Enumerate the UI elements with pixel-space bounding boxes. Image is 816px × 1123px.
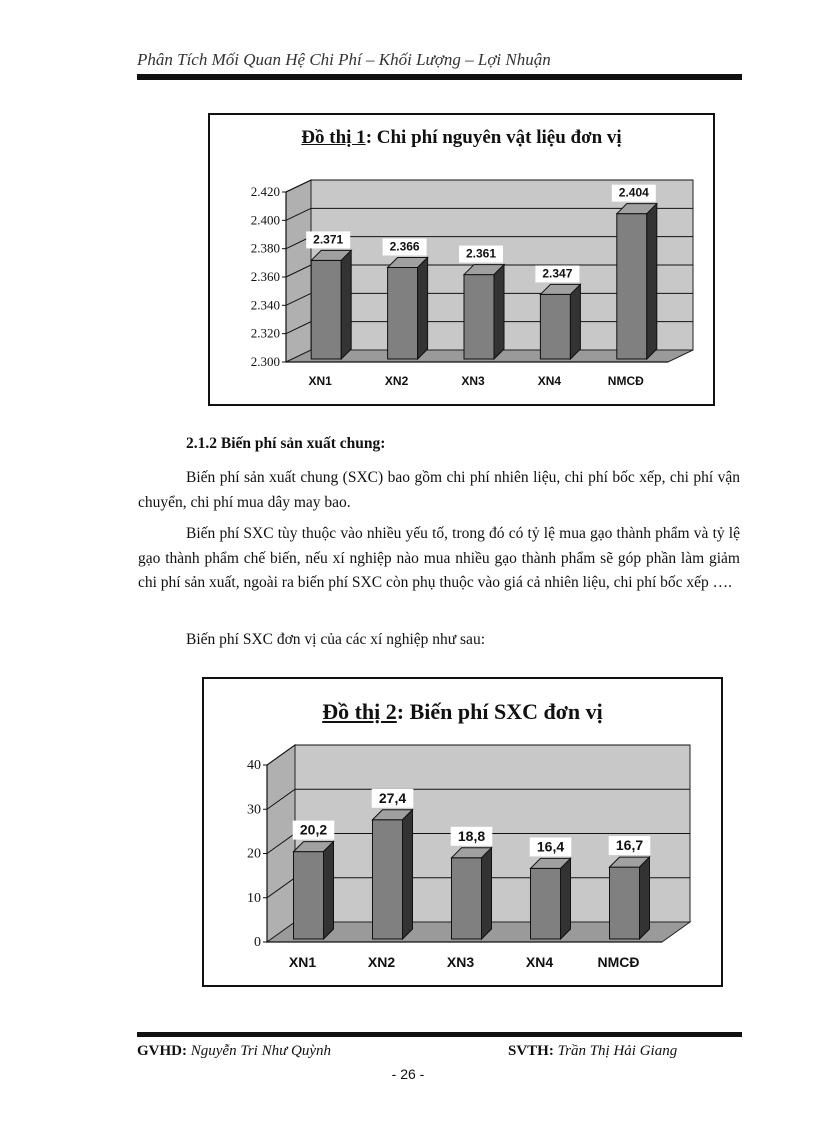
footer-svth-label: SVTH: bbox=[508, 1043, 554, 1059]
chart-2-category-label: NMCĐ bbox=[597, 954, 640, 970]
chart-1-ytick-label: 2.400 bbox=[250, 212, 280, 228]
chart-1-ytick-label: 2.420 bbox=[250, 184, 280, 199]
chart-1-ytick-label: 2.380 bbox=[250, 240, 280, 256]
chart-2-data-label: 27,4 bbox=[378, 789, 407, 806]
chart-1-bar-XN4 bbox=[540, 294, 570, 359]
chart-2-bar-XN1 bbox=[294, 852, 324, 939]
paragraph-1: Biến phí sản xuất chung (SXC) bao gồm chi phí nhiên liệu, chi phí bốc xếp, chi phí vận chuyển, chi phí mua dây may bao. bbox=[138, 469, 740, 511]
chart-2-bar-side bbox=[640, 857, 650, 939]
chart-2-category-label: XN1 bbox=[288, 954, 317, 970]
footer-svth-name: Trần Thị Hải Giang bbox=[557, 1043, 678, 1059]
chart-1-bar-side bbox=[341, 250, 351, 359]
chart-1-category-label: XN4 bbox=[537, 374, 562, 388]
paragraph-3: Biến phí SXC đơn vị của các xí nghiệp như sau: bbox=[186, 631, 485, 648]
chart-1-title-rest: : Chi phí nguyên vật liệu đơn vị bbox=[365, 127, 622, 148]
section-heading: 2.1.2 Biến phí sản xuất chung: bbox=[186, 435, 386, 452]
chart-2-data-label: 16,7 bbox=[615, 837, 644, 854]
chart-1-data-label: 2.366 bbox=[389, 239, 420, 254]
chart-1-bar-side bbox=[418, 258, 428, 360]
chart-2-bar-XN2 bbox=[373, 820, 403, 939]
chart-1-category-label: XN2 bbox=[384, 374, 409, 388]
chart-2-ytick-label: 10 bbox=[247, 890, 261, 906]
chart-1-category-label: NMCĐ bbox=[607, 374, 644, 388]
chart-2-bar-NMCĐ bbox=[610, 867, 640, 939]
chart-2-ytick-label: 20 bbox=[247, 846, 261, 862]
chart-2-ytick-label: 30 bbox=[247, 802, 261, 818]
header-rule bbox=[137, 74, 742, 80]
chart-1-bar-NMCĐ bbox=[617, 214, 647, 359]
chart-2-frame bbox=[202, 677, 723, 987]
footer-supervisor bbox=[137, 1043, 331, 1060]
chart-1-category-label: XN3 bbox=[461, 374, 485, 388]
chart-1-frame bbox=[208, 113, 715, 406]
chart-1-bar-XN1 bbox=[311, 260, 341, 359]
chart-2-category-label: XN3 bbox=[446, 954, 475, 970]
chart-1-ytick-label: 2.340 bbox=[250, 297, 280, 313]
footer-student bbox=[508, 1043, 677, 1060]
chart-1-bar-side bbox=[494, 265, 504, 359]
chart-1-ytick-label: 2.300 bbox=[250, 354, 280, 369]
chart-2-ytick-label: 40 bbox=[247, 758, 261, 773]
chart-1-data-label: 2.361 bbox=[465, 246, 497, 261]
chart-2-bar-side bbox=[561, 858, 571, 939]
chart-2-title-rest: : Biến phí SXC đơn vị bbox=[396, 699, 603, 724]
chart-2-data-label: 18,8 bbox=[457, 827, 486, 844]
chart-1-bar-XN3 bbox=[464, 275, 494, 359]
chart-1-category-label: XN1 bbox=[308, 374, 332, 388]
chart-2-plot bbox=[204, 679, 721, 985]
chart-2-category-label: XN2 bbox=[367, 954, 396, 970]
chart-1-bar-side bbox=[647, 204, 657, 359]
chart-2-bar-XN3 bbox=[452, 858, 482, 939]
chart-1-bar-XN2 bbox=[388, 268, 418, 360]
chart-2-bar-side bbox=[482, 848, 492, 939]
chart-1-title-prefix: Đồ thị 1 bbox=[301, 127, 366, 148]
chart-2-title-prefix: Đồ thị 2 bbox=[322, 699, 397, 724]
chart-2-data-label: 20,2 bbox=[299, 821, 328, 838]
page-number: - 26 - bbox=[391, 1066, 425, 1082]
paragraph-2: Biến phí SXC tùy thuộc vào nhiều yếu tố, trong đó có tỷ lệ mua gạo thành phẩm và tỷ lệ gạo thành phẩm chế biến, nếu xí nghiệp nào mua nhiều gạo thành phẩm sẽ góp phần làm giảm chi phí sản xuất, ngoài ra biến phí SXC còn phụ thuộc vào giá cả nhiên liệu, chi phí bốc xếp …. bbox=[138, 525, 740, 591]
chart-1-ytick-label: 2.360 bbox=[250, 269, 280, 284]
chart-1-data-label: 2.347 bbox=[542, 266, 573, 281]
chart-1-data-label: 2.371 bbox=[313, 232, 344, 247]
chart-2-bar-side bbox=[324, 842, 334, 939]
footer-gvhd-name: Nguyễn Tri Như Quỳnh bbox=[190, 1043, 332, 1059]
chart-2-ytick-label: 0 bbox=[254, 935, 261, 950]
page-header-title: Phân Tích Mối Quan Hệ Chi Phí – Khối Lượng – Lợi Nhuận bbox=[137, 50, 551, 69]
chart-1-plot bbox=[210, 115, 713, 404]
chart-2-bar-side bbox=[403, 810, 413, 939]
chart-2-data-label: 16,4 bbox=[536, 838, 565, 855]
chart-1-bar-side bbox=[570, 284, 580, 359]
footer-rule bbox=[137, 1032, 742, 1037]
chart-2-bar-XN4 bbox=[531, 868, 561, 939]
chart-1-ytick-label: 2.320 bbox=[250, 325, 280, 341]
footer-gvhd-label: GVHD: bbox=[137, 1043, 187, 1059]
chart-2-category-label: XN4 bbox=[525, 954, 554, 970]
chart-1-data-label: 2.404 bbox=[618, 185, 649, 200]
